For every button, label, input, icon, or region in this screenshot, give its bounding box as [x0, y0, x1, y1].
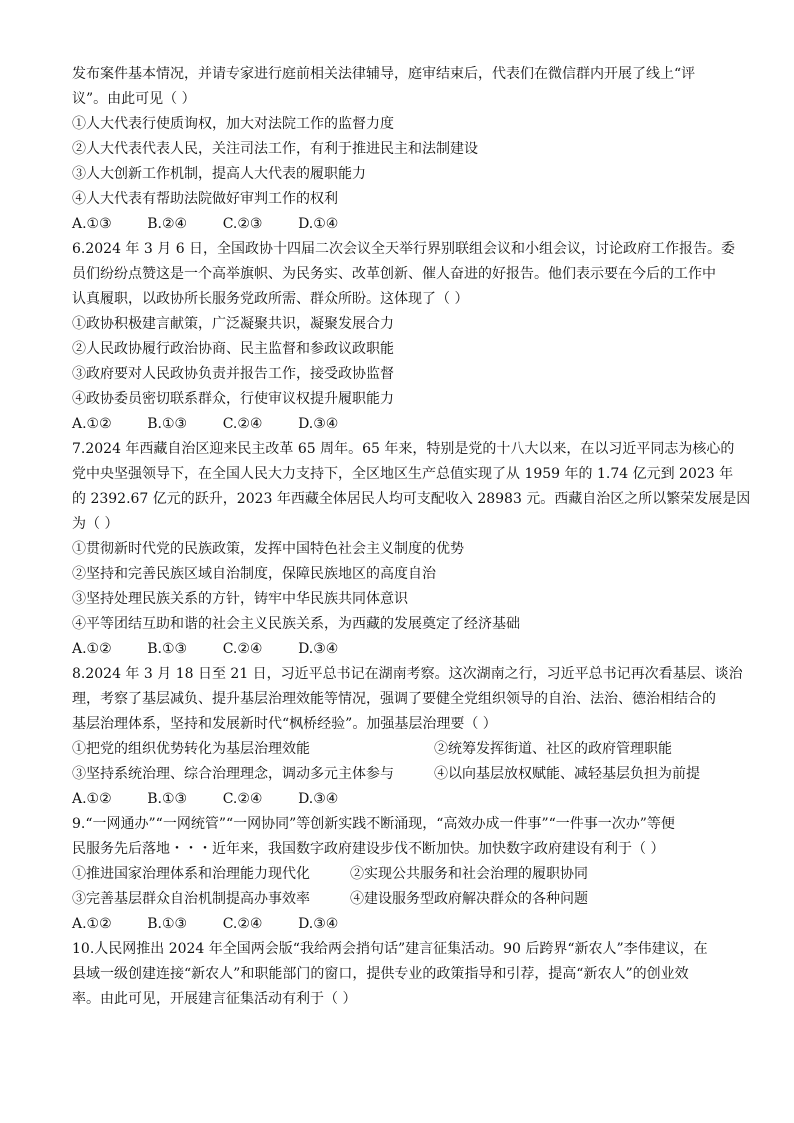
- statement-item: ④以向基层放权赋能、减轻基层负担为前提: [434, 766, 700, 782]
- question-text-line: 9.“一网通办”“一网统管”“一网协同”等创新实践不断涌现，“高效办成一件事”“一件事一次办”等便: [72, 816, 675, 832]
- statement-row: [72, 862, 724, 887]
- question-text-line: 县域一级创建连接“新农人”和职能部门的窗口，提供专业的政策指导和引荐，提高“新农人”的创业效: [72, 966, 689, 982]
- answer-options: A.①③ B.②④ C.②③ D.①④: [72, 216, 339, 232]
- statement-item: ①政协积极建言献策，广泛凝聚共识，凝聚发展合力: [72, 316, 394, 332]
- question-7: [72, 437, 751, 662]
- question-text-line: 民服务先后落地・・・近年来，我国数字政府建设步伐不断加快。加快数字政府建设有利于（ ）: [72, 841, 665, 857]
- question-text-line: 议”。由此可见（ ）: [72, 91, 196, 107]
- statement-row: [72, 737, 724, 762]
- question-text-line: 认真履职，以政协所长服务党政所需、群众所盼。这体现了（ ）: [72, 291, 469, 307]
- question-text-line: 10.人民网推出 2024 年全国两会版“我给两会捎句话”建言征集活动。90 后跨界“新农人”李伟建议，在: [72, 941, 708, 957]
- statement-row: [72, 762, 724, 787]
- question-10: [72, 937, 724, 1012]
- question-9: [72, 812, 724, 937]
- answer-options: A.①② B.①③ C.②④ D.③④: [72, 416, 339, 432]
- statement-item: ③政府要对人民政协负责并报告工作，接受政协监督: [72, 366, 394, 382]
- statement-item: ④政协委员密切联系群众，行使审议权提升履职能力: [72, 391, 394, 407]
- question-text-line: 率。由此可见，开展建言征集活动有利于（ ）: [72, 991, 357, 1007]
- statement-item: ④平等团结互助和谐的社会主义民族关系，为西藏的发展奠定了经济基础: [72, 616, 520, 632]
- statement-item: ②人大代表代表人民，关注司法工作，有利于推进民主和法制建设: [72, 141, 478, 157]
- question-5: [72, 62, 724, 237]
- statement-item: ②坚持和完善民族区域自治制度，保障民族地区的高度自治: [72, 566, 436, 582]
- statement-item: ③完善基层群众自治机制提高办事效率: [72, 891, 310, 907]
- statement-item: ③坚持系统治理、综合治理理念，调动多元主体参与: [72, 766, 394, 782]
- statement-item: ②统筹发挥街道、社区的政府管理职能: [434, 741, 672, 757]
- question-text-line: 理，考察了基层减负、提升基层治理效能等情况，强调了要健全党组织领导的自治、法治、德治相结合的: [72, 691, 716, 707]
- question-text-line: 6.2024 年 3 月 6 日，全国政协十四届二次会议全天举行界别联组会议和小组会议，讨论政府工作报告。委: [72, 241, 736, 257]
- statement-item: ④建设服务型政府解决群众的各种问题: [350, 891, 588, 907]
- statement-item: ③人大创新工作机制，提高人大代表的履职能力: [72, 166, 366, 182]
- question-8: [72, 662, 743, 812]
- question-6: [72, 237, 736, 437]
- statement-item: ①贯彻新时代党的民族政策，发挥中国特色社会主义制度的优势: [72, 541, 464, 557]
- question-text-line: 为（ ）: [72, 516, 119, 532]
- statement-item: ③坚持处理民族关系的方针，铸牢中华民族共同体意识: [72, 591, 408, 607]
- answer-options: A.①② B.①③ C.②④ D.③④: [72, 916, 339, 932]
- statement-item: ①把党的组织优势转化为基层治理效能: [72, 741, 310, 757]
- statement-row: [72, 887, 724, 912]
- question-text-line: 员们纷纷点赞这是一个高举旗帜、为民务实、改革创新、催人奋进的好报告。他们表示要在今后的工作中: [72, 266, 716, 282]
- question-text-line: 的 2392.67 亿元的跃升，2023 年西藏全体居民人均可支配收入 28983 元。西藏自治区之所以繁荣发展是因: [72, 491, 751, 507]
- answer-options: A.①② B.①③ C.②④ D.③④: [72, 791, 339, 807]
- question-text-line: 基层治理体系，坚持和发展新时代“枫桥经验”。加强基层治理要（ ）: [72, 716, 497, 732]
- answer-options: A.①② B.①③ C.②④ D.③④: [72, 641, 339, 657]
- statement-item: ②实现公共服务和社会治理的履职协同: [350, 866, 588, 882]
- question-text-line: 发布案件基本情况，并请专家进行庭前相关法律辅导，庭审结束后，代表们在微信群内开展了线上“评: [72, 66, 696, 82]
- question-text-line: 7.2024 年西藏自治区迎来民主改革 65 周年。65 年来，特别是党的十八大以来，在以习近平同志为核心的: [72, 441, 735, 457]
- statement-item: ①人大代表行使质询权，加大对法院工作的监督力度: [72, 116, 394, 132]
- question-text-line: 党中央坚强领导下，在全国人民大力支持下，全区地区生产总值实现了从 1959 年的 1.74 亿元到 2023 年: [72, 466, 734, 482]
- statement-item: ①推进国家治理体系和治理能力现代化: [72, 866, 310, 882]
- question-text-line: 8.2024 年 3 月 18 日至 21 日，习近平总书记在湖南考察。这次湖南之行，习近平总书记再次看基层、谈治: [72, 666, 743, 682]
- statement-item: ②人民政协履行政治协商、民主监督和参政议政职能: [72, 341, 394, 357]
- exam-page: [72, 62, 751, 1012]
- statement-item: ④人大代表有帮助法院做好审判工作的权利: [72, 191, 338, 207]
